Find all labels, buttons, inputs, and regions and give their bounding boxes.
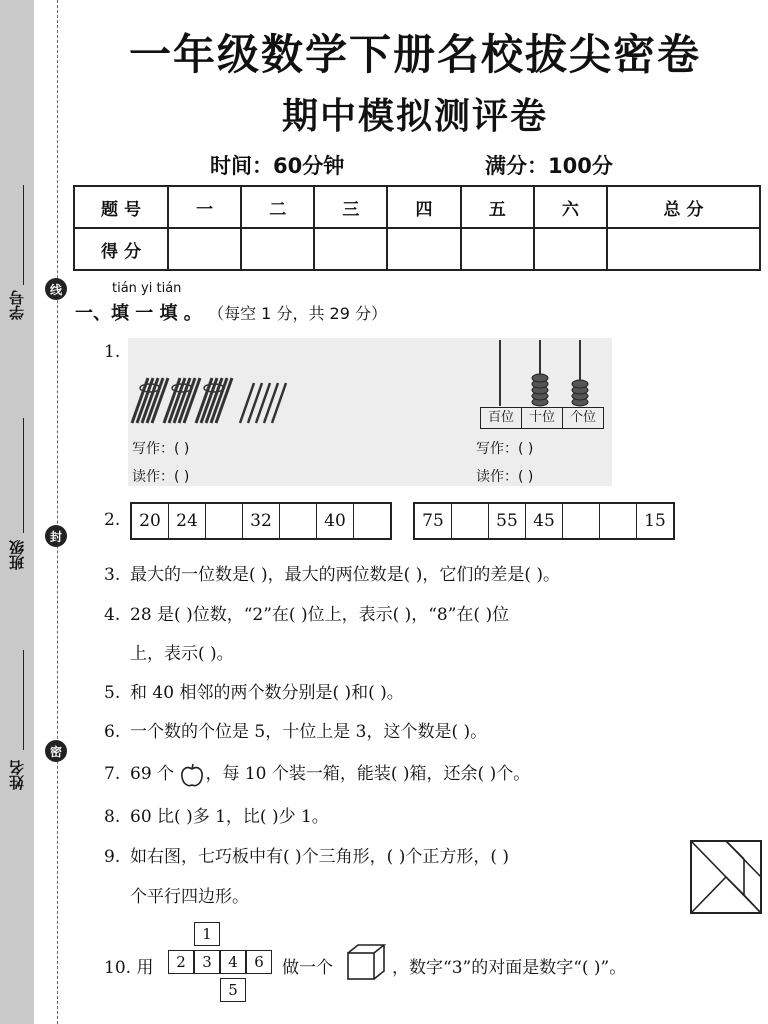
score-header-cell: 二	[241, 186, 314, 228]
q4-text: 28 是( )位数，“2”在( )位上，表示( )，“8”在( )位	[130, 605, 510, 625]
question-10	[104, 953, 153, 978]
score-header-cell: 六	[534, 186, 607, 228]
q7-text-b: ，每 10 个装一箱，能装( )箱，还余( )个。	[205, 764, 531, 784]
q8-number: 8.	[104, 807, 121, 827]
section-note: （每空 1 分，共 29 分）	[208, 304, 387, 323]
score-header-cell: 一	[168, 186, 241, 228]
net-cell: 2	[168, 950, 194, 974]
student-id-blank	[23, 185, 24, 285]
net-cell: 4	[220, 950, 246, 974]
seq-blank-cell[interactable]	[280, 504, 317, 538]
score-cell[interactable]	[241, 228, 314, 270]
seq-blank-cell[interactable]	[600, 504, 637, 538]
q2-sequence-2	[413, 502, 675, 540]
tangram-icon	[690, 840, 762, 914]
score-header-cell: 五	[461, 186, 534, 228]
question-7	[104, 759, 530, 788]
q7-text-a: 69 个	[130, 764, 175, 784]
abacus-label-hundreds: 百位	[481, 408, 522, 428]
name-label: 姓名	[8, 760, 26, 790]
score-header-cell: 总 分	[607, 186, 760, 228]
score-cell[interactable]	[607, 228, 760, 270]
question-3	[104, 560, 560, 585]
seq-cell: 45	[526, 504, 563, 538]
q2-number: 2.	[104, 510, 121, 530]
q10-number: 10.	[104, 958, 132, 978]
q1-write-left[interactable]: 写作：( )	[132, 441, 190, 457]
net-cell: 6	[246, 950, 272, 974]
q5-number: 5.	[104, 683, 121, 703]
q6-number: 6.	[104, 722, 121, 742]
score-header-cell: 四	[387, 186, 460, 228]
single-sticks-icon	[240, 383, 286, 423]
abacus-label-ones: 个位	[569, 410, 596, 425]
abacus-label-tens: 十位	[522, 408, 563, 428]
section-title-text: 一、填 一 填 。	[75, 303, 202, 324]
q10-text-b: 做一个	[282, 958, 333, 978]
section-title	[75, 299, 387, 325]
name-blank	[23, 650, 24, 750]
seq-cell: 20	[132, 504, 169, 538]
question-9	[104, 842, 509, 867]
score-table-header-row	[74, 186, 760, 228]
class-blank	[23, 418, 24, 533]
seq-cell: 55	[489, 504, 526, 538]
cut-line	[57, 0, 58, 1024]
abacus-place-labels	[480, 407, 604, 429]
q4-number: 4.	[104, 605, 121, 625]
student-id-label: 学号	[8, 290, 26, 320]
cube-icon	[346, 943, 388, 981]
seq-cell: 75	[415, 504, 452, 538]
seal-mark-secret: 密	[45, 740, 67, 762]
seq-cell: 40	[317, 504, 354, 538]
q1-number: 1.	[104, 342, 121, 362]
q7-number: 7.	[104, 764, 121, 784]
score-cell[interactable]	[461, 228, 534, 270]
q5-text: 和 40 相邻的两个数分别是( )和( )。	[130, 683, 404, 703]
score-table-score-row	[74, 228, 760, 270]
binding-strip	[0, 0, 34, 1024]
seal-mark-line: 线	[45, 278, 67, 300]
q3-number: 3.	[104, 565, 121, 585]
score-cell[interactable]	[168, 228, 241, 270]
section-pinyin: tián yi tián	[112, 281, 182, 296]
score-cell[interactable]	[387, 228, 460, 270]
question-5	[104, 678, 404, 703]
question-6	[104, 717, 487, 742]
q9-text-continued: 个平行四边形。	[130, 887, 249, 907]
q10-text-c: ，数字“3”的对面是数字“( )”。	[392, 958, 627, 978]
net-cell: 1	[194, 922, 220, 946]
q1-write-right[interactable]: 写作：( )	[476, 441, 534, 457]
page-title: 一年级数学下册名校拔尖密卷	[128, 30, 701, 79]
q3-text: 最大的一位数是( )，最大的两位数是( )，它们的差是( )。	[130, 565, 561, 585]
q9-number: 9.	[104, 847, 121, 867]
q9-text: 如右图，七巧板中有( )个三角形，( )个正方形，( )	[130, 847, 510, 867]
apple-icon	[179, 762, 205, 788]
full-score: 满分：100分	[485, 154, 613, 178]
net-cell: 3	[194, 950, 220, 974]
score-row-label: 得 分	[74, 228, 168, 270]
score-table	[73, 185, 761, 271]
q1-read-left[interactable]: 读作：( )	[132, 469, 190, 485]
seq-cell: 15	[644, 511, 666, 531]
time-limit: 时间：60分钟	[210, 154, 345, 178]
page-subtitle: 期中模拟测评卷	[281, 96, 548, 137]
question-4	[104, 600, 509, 625]
seq-blank-cell[interactable]	[452, 504, 489, 538]
q10-text-a: 用	[136, 958, 154, 978]
score-header-cell: 三	[314, 186, 387, 228]
seq-blank-cell[interactable]	[354, 504, 390, 538]
score-cell[interactable]	[534, 228, 607, 270]
seal-mark-seal: 封	[45, 525, 67, 547]
question-8	[104, 802, 329, 827]
q4-text-continued: 上，表示( )。	[130, 644, 234, 664]
q1-read-right[interactable]: 读作：( )	[476, 469, 534, 485]
q2-sequence-1	[130, 502, 392, 540]
q8-text: 60 比( )多 1，比( )少 1。	[130, 807, 329, 827]
score-header-cell: 题 号	[74, 186, 168, 228]
seq-blank-cell[interactable]	[563, 504, 600, 538]
q6-text: 一个数的个位是 5，十位上是 3，这个数是( )。	[130, 722, 488, 742]
seq-cell: 24	[169, 504, 206, 538]
seq-blank-cell[interactable]	[206, 504, 243, 538]
class-label: 班级	[8, 540, 26, 570]
net-cell: 5	[220, 978, 246, 1002]
score-cell[interactable]	[314, 228, 387, 270]
seq-cell: 32	[243, 504, 280, 538]
